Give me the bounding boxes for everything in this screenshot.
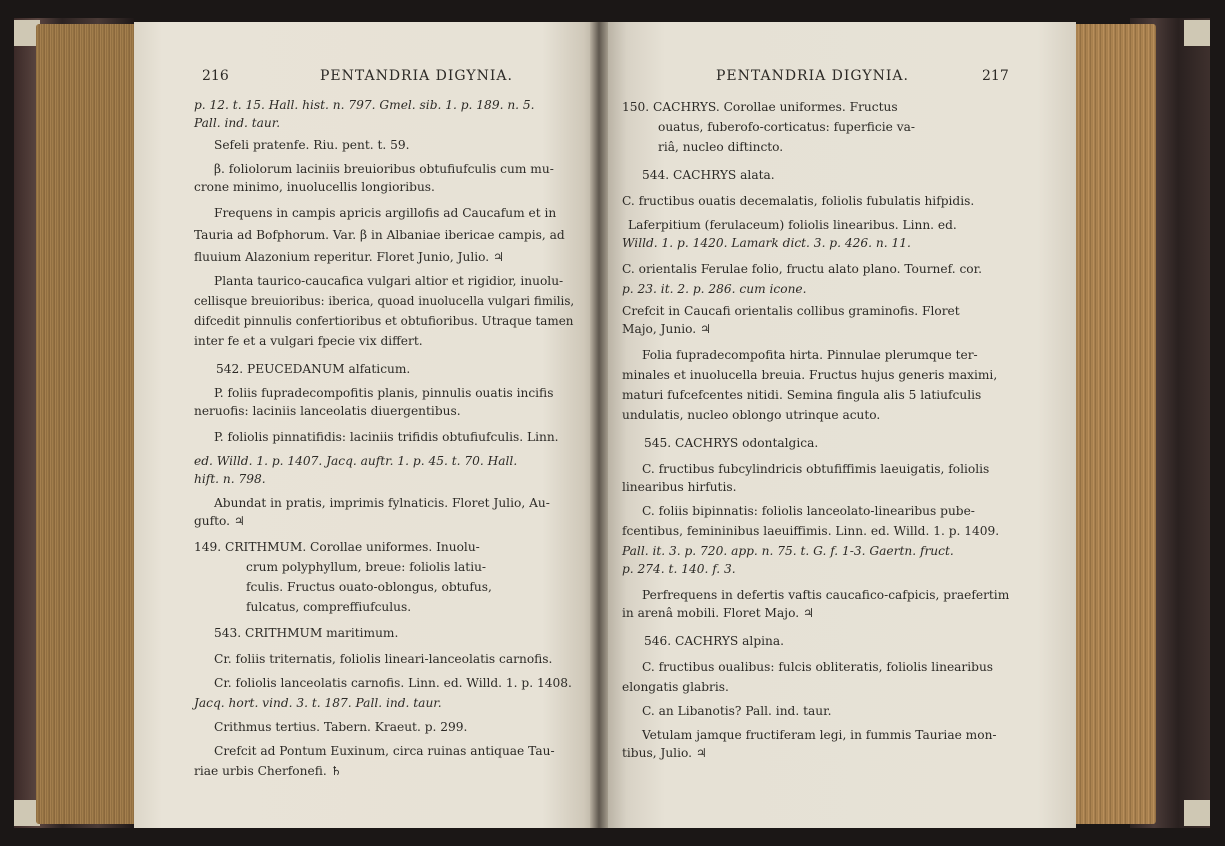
text-line: Vetulam jamque fructiferam legi, in fummis Tauriae mon- [642, 728, 997, 742]
text-line: C. fructibus fubcylindricis obtufiffimis laeuigatis, foliolis [642, 462, 990, 476]
text-line: 543. CRITHMUM maritimum. [214, 626, 399, 640]
text-line: inter fe et a vulgari fpecie vix differt. [194, 334, 423, 348]
left-page [134, 22, 598, 828]
text-line: 542. PEUCEDANUM alfaticum. [216, 362, 411, 376]
text-line: Cr. foliis triternatis, foliolis lineari-lanceolatis carnofis. [214, 652, 553, 666]
text-line: fcentibus, femininibus laeuiffimis. Linn. ed. Willd. 1. p. 1409. [622, 524, 1000, 538]
page-number: 217 [982, 68, 1009, 84]
page-edges-left [36, 24, 136, 824]
text-line: C. foliis bipinnatis: foliolis lanceolato-linearibus pube- [642, 504, 975, 518]
text-line: in arenâ mobili. Floret Majo. ♃ [622, 606, 814, 620]
text-line: Jacq. hort. vind. 3. t. 187. Pall. ind. taur. [194, 696, 442, 710]
text-line: minales et inuolucella breuia. Fructus hujus generis maximi, [622, 368, 998, 382]
text-line: Crefcit ad Pontum Euxinum, circa ruinas antiquae Tau- [214, 744, 555, 758]
text-line: gufto. ♃ [194, 514, 245, 528]
text-line: Planta taurico-caucafica vulgari altior et rigidior, inuolu- [214, 274, 564, 288]
text-line: Sefeli pratenfe. Riu. pent. t. 59. [214, 138, 410, 152]
text-line: difcedit pinnulis confertioribus et obtufioribus. Utraque tamen [194, 314, 574, 328]
text-line: C. fructibus oualibus: fulcis obliteratis, foliolis linearibus [642, 660, 994, 674]
cover-corner [1184, 800, 1210, 826]
text-line: 545. CACHRYS odontalgica. [644, 436, 819, 450]
text-line: p. 23. it. 2. p. 286. cum icone. [622, 282, 807, 296]
text-line: p. 12. t. 15. Hall. hist. n. 797. Gmel. sib. 1. p. 189. n. 5. [194, 98, 535, 112]
text-line: fculis. Fructus ouato-oblongus, obtufus, [246, 580, 492, 594]
text-line: 546. CACHRYS alpina. [644, 634, 785, 648]
cover-corner [1184, 20, 1210, 46]
running-head: PENTANDRIA DIGYNIA. [716, 68, 909, 84]
text-line: neruofis: laciniis lanceolatis diuergentibus. [194, 404, 461, 418]
text-line: riae urbis Cherfonefi. ♄ [194, 764, 342, 778]
text-line: Perfrequens in defertis vaftis caucafico-cafpicis, praefertim [642, 588, 1010, 602]
text-line: C. fructibus ouatis decemalatis, foliolis fubulatis hifpidis. [622, 194, 975, 208]
text-line: fluuium Alazonium reperitur. Floret Junio, Julio. ♃ [194, 250, 504, 264]
text-line: cellisque breuioribus: iberica, quoad inuolucella vulgari fimilis, [194, 294, 575, 308]
text-line: maturi fufcefcentes nitidi. Semina fingula alis 5 latiufculis [622, 388, 982, 402]
text-line: ed. Willd. 1. p. 1407. Jacq. auftr. 1. p. 45. t. 70. Hall. [194, 454, 518, 468]
text-line: β. foliolorum laciniis breuioribus obtufiufculis cum mu- [214, 162, 554, 176]
text-line: fulcatus, compreffiufculus. [246, 600, 412, 614]
text-line: P. foliolis pinnatifidis: laciniis trifidis obtufiufculis. Linn. [214, 430, 559, 444]
book-gutter [590, 22, 608, 828]
text-line: C. an Libanotis? Pall. ind. taur. [642, 704, 832, 718]
text-line: 149. CRITHMUM. Corollae uniformes. Inuolu- [194, 540, 480, 554]
text-line: 150. CACHRYS. Corollae uniformes. Fructus [622, 100, 898, 114]
text-line: linearibus hirfutis. [622, 480, 737, 494]
text-line: 544. CACHRYS alata. [642, 168, 775, 182]
text-line: riâ, nucleo diftincto. [658, 140, 784, 154]
text-line: Folia fupradecompofita hirta. Pinnulae plerumque ter- [642, 348, 978, 362]
text-line: Cr. foliolis lanceolatis carnofis. Linn. ed. Willd. 1. p. 1408. [214, 676, 572, 690]
text-line: Crithmus tertius. Tabern. Kraeut. p. 299. [214, 720, 468, 734]
text-line: Pall. ind. taur. [194, 116, 281, 130]
text-line: Frequens in campis apricis argillofis ad Caucafum et in [214, 206, 557, 220]
text-line: Tauria ad Bofphorum. Var. β in Albaniae ibericae campis, ad [194, 228, 565, 242]
text-line: p. 274. t. 140. f. 3. [622, 562, 736, 576]
text-line: hift. n. 798. [194, 472, 266, 486]
text-line: Abundat in pratis, imprimis fylnaticis. Floret Julio, Au- [214, 496, 550, 510]
text-line: undulatis, nucleo oblongo utrinque acuto. [622, 408, 881, 422]
text-line: ouatus, fuberofo-corticatus: fuperficie va- [658, 120, 915, 134]
page-edges-right [1072, 24, 1156, 824]
page-number: 216 [202, 68, 229, 84]
text-line: crone minimo, inuolucellis longioribus. [194, 180, 435, 194]
text-line: elongatis glabris. [622, 680, 729, 694]
right-page [598, 22, 1076, 828]
text-line: Majo, Junio. ♃ [622, 322, 711, 336]
text-line: tibus, Julio. ♃ [622, 746, 707, 760]
text-line: C. orientalis Ferulae folio, fructu alato plano. Tournef. cor. [622, 262, 982, 276]
text-line: Willd. 1. p. 1420. Lamark dict. 3. p. 426. n. 11. [622, 236, 911, 250]
running-head: PENTANDRIA DIGYNIA. [320, 68, 513, 84]
text-line: Laferpitium (ferulaceum) foliolis linearibus. Linn. ed. [628, 218, 957, 232]
text-line: Crefcit in Caucafi orientalis collibus graminofis. Floret [622, 304, 960, 318]
text-line: Pall. it. 3. p. 720. app. n. 75. t. G. f. 1-3. Gaertn. fruct. [622, 544, 954, 558]
text-line: P. foliis fupradecompofitis planis, pinnulis ouatis incifis [214, 386, 554, 400]
text-line: crum polyphyllum, breue: foliolis latiu- [246, 560, 487, 574]
